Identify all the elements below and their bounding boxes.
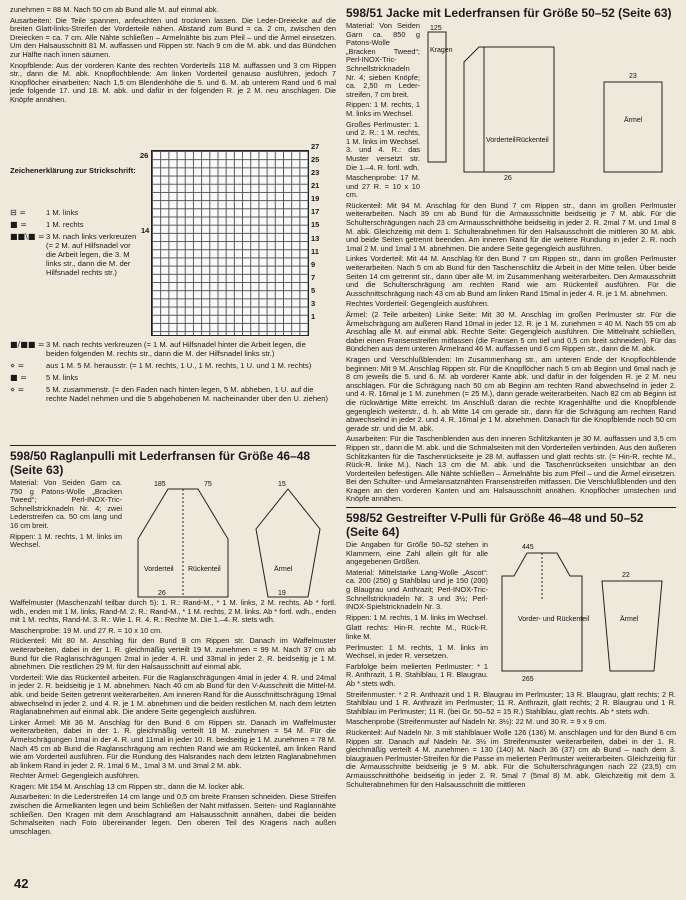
legend-symbol: ■ = bbox=[10, 220, 27, 229]
intro-p1: zunehmen = 88 M. Nach 50 cm ab Bund alle M. auf einmal abk. bbox=[10, 5, 219, 14]
body-paragraph: Material: Von Seiden Garn ca. 850 g Patons-Wolle „Bracken Tweed“; Perl-INOX-Tric-Schnellstricknadeln Nr. 4; sieben Knöpfe; ca. 2,50 m Leder-streifen, 7 cm breit. bbox=[346, 21, 420, 99]
dim: 23 bbox=[629, 73, 637, 80]
front-label: Vorderteil bbox=[486, 137, 516, 144]
jacket-pattern-diagram bbox=[424, 22, 674, 182]
intro-p2: Ausarbeiten: Die Teile spannen, anfeuchten und trocknen lassen. Die Leder-Dreiecke auf die breiten Glatt-links-Streifen der Vorderteile nähen. Abstand zum Bund = ca. 2 cm, zwischen den Dreiecken = ca. 7 cm. Alle Nähte schließen – Armelnähte bis zum Pfeil – und die Ärmel einsetzen. Um den Halsausschnitt 81 M. auffassen und Rippen str. Nach 9 cm die M. abk. und das Bündchen zur Hälfte nach innen säumen. bbox=[10, 15, 336, 59]
chart-row-left-label: 14 bbox=[141, 226, 150, 235]
body-paragraph: Linker Ärmel: Mit 36 M. Anschlag für den Bund 6 cm Rippen str. Danach im Waffelmuster weiterarbeiten, dabei in der 1. R. gleichmäßig verteilt 18 M. zunehmen = 54 M. Für die Ärmelschrägungen 1mal in der 4. R. und 11mal in jeder 10. R. beidseitig je 1 M. zunehmen = 78 M. Nach 45 cm ab Bund die Raglanschrägung am rechten Rand wie am Rückenteil, am linken Rand wie am Vorderteil ausführen. Für die Rundung des Halsrandes nach dem letzten Raglanabnehmen ab linkem Rand in jeder 2. R. 1mal 6 M., 1mal 3 M. und 3mal 2 M. abk. bbox=[10, 717, 336, 770]
legend-text: 1 M. links bbox=[46, 208, 79, 217]
article-title: 598/50 Raglanpulli mit Lederfransen für Größe 46–48 (Seite 63) bbox=[10, 449, 311, 477]
article-body bbox=[346, 202, 676, 504]
legend-row bbox=[10, 340, 330, 358]
body-paragraph: Die Angaben für Größe 50–52 stehen in Klammern, eine Zahl allein gilt für alle angegebenen Größen. bbox=[346, 540, 488, 567]
article-title: 598/51 Jacke mit Lederfransen für Größe 50–52 (Seite 63) bbox=[346, 6, 672, 20]
chart-row-number: 21 bbox=[311, 181, 320, 190]
body-paragraph: Maschenprobe (Streifenmuster auf Nadeln Nr. 3½): 22 M. und 30 R. = 9 x 9 cm. bbox=[346, 717, 607, 727]
legend-row bbox=[10, 220, 142, 229]
article-material-block bbox=[346, 541, 488, 691]
chart-row-number: 17 bbox=[311, 207, 320, 216]
body-paragraph: Linkes Vorderteil: Mit 44 M. Anschlag für den Bund 7 cm Rippen str., dann im großen Perlmuster weiterarbeiten. Nach 5 cm ab Bund für den Taschenschlitz die Arbeit in der Mitte teilen. Über beide Seiten 14 cm getrennt str., dann über alle M. im Zusammenhang weiterarbeiten. Den Armausschnitt und die Schulterschrägung am rechten Rand wie am Rückenteil ausführen. Für die Ausschnittschrägung nach 43 cm ab Bund am linken Rand 15mal in jeder 4. R. je 1 M. abnehmen. bbox=[346, 254, 676, 298]
body-paragraph: Vorderteil: Wie das Rückenteil arbeiten. Für die Raglanschrägungen 4mal in jeder 4. R. und 24mal in jeder 2. R. beidseitig je 1 M. abnehmen. Nach 40 cm ab Bund für den V-Ausschnitt die Mittel-M. abk. und beide Seiten getrennt weiterarbeiten. Am inneren Rand für die Ausschnittschrägung 19mal abwechselnd in jeder 2. und 4. R. je 1 M. abnehmen und die beiden restlichen M. nach dem letzten Raglanabnehmen auf einmal abk. Die andere Seite gegengleich ausführen. bbox=[10, 672, 336, 717]
right-column bbox=[346, 6, 676, 791]
back-label: Rückenteil bbox=[188, 566, 221, 573]
body-paragraph: Waffelmuster (Maschenzahl teilbar durch 5): 1. R.: Rand-M., * 1 M. links, 2 M. rechts. Ab * fortl. wdh., enden mit 1 M. links, Rand-M. 2. R.: Rand-M., * 1 M. rechts, 2 M. links. Ab * fortl. wdh., enden mit 1 M. rechts, Rand-M. 3. R.: Wie 1. R. 4. R.: Rechte M. Die 1.–4. R. stets wdh. bbox=[10, 598, 336, 625]
chart-row-number: 15 bbox=[311, 220, 320, 229]
page-number: 42 bbox=[14, 876, 29, 891]
body-paragraph: Maschenprobe: 19 M. und 27 R. = 10 x 10 cm. bbox=[10, 625, 163, 635]
legend-block-bottom bbox=[10, 340, 330, 406]
chart-row-number: 11 bbox=[311, 247, 319, 256]
sleeve-outline bbox=[602, 581, 662, 671]
legend-text: 3 M. nach links verkreuzen (= 2 M. auf Hilfsnadel vor die Arbeit legen, die 3. M links str., dann die M. der Hilfsnadel rechts str.) bbox=[46, 232, 137, 277]
legend-row bbox=[10, 232, 142, 277]
dim: 185 bbox=[154, 481, 166, 488]
body-paragraph: Maschenprobe: 17 M. und 27 R. = 10 x 10 cm. bbox=[346, 173, 420, 200]
back-outline bbox=[484, 47, 554, 172]
legend-row bbox=[10, 385, 330, 403]
legend-symbol: ■ = bbox=[10, 373, 27, 382]
dim: 75 bbox=[204, 481, 212, 488]
body-paragraph: Ausarbeiten: Für die Taschenblenden aus den inneren Schlitzkanten je 30 M. auffassen und 3,5 cm Rippen str., dann die M. abk. und die Schmalseiten mit den Vorderteilen verbinden. Aus den äußeren Schlitzkanten für die Taschenrückseite je 28 M. auffassen und glatt rechts str. (= Hin-R. rechte M., Rück-R. linke M.). Nach 13 cm die M. abk. und die Taschenrückseiten unsichtbar an den Vorderteilen befestigen. Alle Nähte schließen – Ärmelnähte bis zum Pfeil – und die Ärmel einsetzen. Bei den Schulter- und Ärmelansatznähten Fransenstreifen mitfassen. Die Verschlußblenden und den Kragen an den vorderen Kanten und am Halsausschnitt annähen. Knopflöcher umstechen und Knöpfe annähen. bbox=[346, 434, 676, 504]
dim: 15 bbox=[278, 481, 286, 488]
legend-text: aus 1 M. 5 M. herausstr. (= 1 M. rechts, 1 U., 1 M. rechts, 1 U. und 1 M. rechts) bbox=[46, 361, 312, 370]
article-598-50 bbox=[10, 442, 336, 838]
body-paragraph: Perlmuster: 1 M. rechts, 1 M. links im Wechsel, in jeder R. versetzen. bbox=[346, 642, 488, 661]
legend-symbol: ■/■■ = bbox=[10, 340, 45, 349]
body-paragraph: Rückenteil: Auf Nadeln Nr. 3 mit stahlblauer Wolle 126 (136) M. anschlagen und für den Bund 6 cm Rippen str. Danach auf Nadeln Nr. 3½ im Streifenmuster weiterarbeiten, dabei in der 1. R. gleichmäßig verteilt 4 M. zunehmen = 130 (140) M. Nach 36 (37) cm ab Bund – nach dem 3. blaugrauen Perlmuster-Streifen für die Passe im melierten Perlmuster weiterarbeiten. Gleichzeitig für die Armausschnitte beidseitig je 9 M. abk. Für die Schulterschrägungen nach 22 (23,5) cm Armausschnitthöhe beidseitig in jeder 2. R. 5mal 7 (5mal 8) M. abk. Gleichzeitig mit dem 3. Schulterabnehmen für den Halsausschnitt die mittleren bbox=[346, 727, 676, 789]
knitting-chart-grid bbox=[151, 150, 309, 336]
article-body bbox=[10, 599, 336, 836]
dim: 125 bbox=[430, 25, 442, 32]
dim: 445 bbox=[522, 544, 534, 552]
chart-row-number: 25 bbox=[311, 155, 320, 164]
collar-label: Kragen bbox=[430, 47, 453, 54]
body-paragraph: Streifenmuster: * 2 R. Anthrazit und 1 R. Blaugrau im Perlmuster; 13 R. Blaugrau, glatt rechts; 2 R. Stahlblau und 1 R. Anthrazit im Perlmuster; 11 R. Anthrazit, glatt rechts; 2 R. Blaugrau und 1 R. Stahlblau im Perlmuster; 11 R. (bei Gr. 50–52 = 15 R.) Stahlblau, glatt rechts. Ab * stets wdh. bbox=[346, 689, 676, 716]
legend-text: 1 M. rechts bbox=[46, 220, 84, 229]
legend-symbol: ⋄ = bbox=[10, 385, 25, 394]
divider bbox=[346, 507, 676, 508]
legend-symbol: ■■\■ = bbox=[10, 232, 45, 241]
front-label: Vorderteil bbox=[144, 566, 174, 573]
body-paragraph: Rippen: 1 M. rechts, 1 M. links im Wechsel. bbox=[346, 612, 488, 622]
legend-row bbox=[10, 361, 330, 370]
front-back-label: Vorder- und Rückenteil bbox=[518, 616, 590, 624]
legend-symbol: ⊟ = bbox=[10, 208, 26, 217]
dim: 26 bbox=[504, 175, 512, 182]
sleeve-outline bbox=[256, 489, 320, 597]
body-paragraph: Farbfolge beim melierten Perlmuster: * 1 R. Anthrazit, 1 R. Stahlblau, 1 R. Blaugrau. Ab * stets wdh. bbox=[346, 661, 488, 688]
body-paragraph: Glatt rechts: Hin-R. rechte M., Rück-R. linke M. bbox=[346, 623, 488, 641]
legend-text: 5 M. links bbox=[46, 373, 79, 382]
legend-row bbox=[10, 208, 142, 217]
body-paragraph: Ausarbeiten: In die Lederstreifen 14 cm lange und 0,5 cm breite Fransen schneiden. Diese Streifen zwischen die Ärmelkanten legen und beim Schließen der Naht mitfassen. Seiten- und Raglannähte schließen. Den Kragen mit dem Anschlagrand am Halsausschnitt annähen, dabei die beiden Schmalseiten nach Foto übereinander legen. Den oberen Teil des Kragens nach außen umschlagen. bbox=[10, 792, 336, 836]
chart-row-number: 19 bbox=[311, 194, 320, 203]
chart-row-number: 13 bbox=[311, 234, 320, 243]
body-paragraph: Rippen: 1 M. rechts, 1 M. links im Wechsel. bbox=[346, 100, 420, 118]
chart-row-number: 1 bbox=[311, 312, 316, 321]
sleeve-label: Ärmel bbox=[620, 616, 639, 624]
article-material-block bbox=[10, 479, 122, 552]
raglan-pattern-diagram bbox=[128, 479, 333, 599]
article-title: 598/52 Gestreifter V-Pulli für Größe 46–48 und 50–52 (Seite 64) bbox=[346, 511, 644, 540]
dim: 19 bbox=[278, 590, 286, 597]
legend-row bbox=[10, 373, 330, 382]
body-paragraph: Kragen: Mit 154 M. Anschlag 13 cm Rippen str., dann die M. locker abk. bbox=[10, 781, 245, 791]
left-column bbox=[10, 6, 336, 107]
intro-p3: Knopfblende: Aus der vorderen Kante des rechten Vorderteils 118 M. auffassen und 3 cm Rippen str., dann die M. abk. Knopflochblende: Am linken Vorderteil genauso ausführen, jedoch 7 Knopflöcher einarbeiten: Nach 1,5 cm Blendenhöhe die 5. und 6. M. ab unterem Rand und 6 mal jede folgende 17. und 18. M. abk. und dafür in der folgenden R. je 2 M. neu anschlagen. Die Knöpfe annähen. bbox=[10, 60, 336, 104]
body-paragraph: Rückenteil: Mit 80 M. Anschlag für den Bund 8 cm Rippen str. Danach im Waffelmuster weiterarbeiten, dabei in der 1. R. gleichmäßig verteilt 19 M. zunehmen = 99 M. Nach 37 cm ab Bund für die Raglanschrägungen 2mal in jeder 4. R. und 33mal in jeder 2. R. beidseitig je 1 M. abnehmen. Die restlichen 29 M. für den Halsausschnitt auf einmal abk. bbox=[10, 636, 336, 672]
legend-block-top bbox=[10, 208, 142, 280]
chart-row-number: 5 bbox=[311, 286, 316, 295]
article-body bbox=[346, 691, 676, 790]
sleeve-outline bbox=[604, 82, 662, 172]
body-paragraph: Ärmel: (2 Teile arbeiten) Linke Seite: Mit 30 M. Anschlag im großen Perlmuster str. Für die Ärmelschrägung am äußeren Rand 10mal in jeder 12. R. je 1 M. zunehmen = 40 M. Nach 55 cm ab Anschlag alle M. auf einmal abk. Rechte Seite: Gegengleich ausführen. Die Mittelnaht schließen, dabei einen Fransenstreifen mitfassen (die Fransen 5 cm tief und 0,5 cm breit schneiden). Für das Bündchen aus dem unteren Ärmelrand 46 M. auffassen und 6 cm Rippen str., dann die M. abk. bbox=[346, 310, 676, 354]
chart-row-number: 9 bbox=[311, 260, 316, 269]
back-label: Rückenteil bbox=[516, 137, 549, 144]
body-paragraph: Rippen: 1 M. rechts, 1 M. links im Wechsel. bbox=[10, 531, 122, 550]
legend-title-text: Zeichenerklärung zur Strickschrift: bbox=[10, 166, 136, 175]
body-paragraph: Rechtes Vorderteil: Gegengleich ausführen. bbox=[346, 299, 489, 309]
divider bbox=[10, 445, 336, 446]
legend-title bbox=[10, 166, 140, 175]
dim: 26 bbox=[158, 590, 166, 597]
body-paragraph: Rückenteil: Mit 94 M. Anschlag für den Bund 7 cm Rippen str., dann im großen Perlmuster weiterarbeiten. Nach 39 cm ab Bund für die Armausschnitte beidseitig je 7 M. abk. Für die Schulterschrägungen nach 23 cm Armausschnitthöhe beidseitig in jeder 2. R. 2mal 7 M. und 1mal 8 M. abk. Gleichzeitig mit dem 1. Schulterabnehmen für den Halsausschnitt die mittleren 30 M. abk. und beide Seiten getrennt beenden. Am inneren Rand für die weitere Rundung in jeder 2. R. noch 1mal 2 M. und 1mal 1 M. abnehmen. Die andere Seite gegengleich ausführen. bbox=[346, 200, 676, 253]
vpulli-pattern-diagram bbox=[492, 541, 672, 681]
front-outline bbox=[464, 47, 484, 172]
sleeve-label: Ärmel bbox=[624, 117, 643, 124]
chart-row-number: 7 bbox=[311, 273, 316, 282]
body-paragraph: Rechter Ärmel: Gegengleich ausführen. bbox=[10, 771, 140, 781]
chart-row-number: 3 bbox=[311, 299, 316, 308]
legend-text: 5 M. zusammenstr. (= den Faden nach hinten legen, 5 M. abheben, 1 U. auf die rechte Nadel nehmen und die 5 abgehobenen M. nacheinander über den U. ziehen) bbox=[46, 385, 329, 403]
chart-row-left-label: 26 bbox=[140, 151, 149, 160]
body-paragraph: Material: Mittelstarke Lang-Wolle „Ascot“: ca. 200 (250) g Stahlblau und je 150 (200) g Blaugrau und Anthrazit; Perl-INOX-Tric-Schnellstricknadeln Nr. 3 und 3½; Perl-INOX-Spielstricknadeln Nr. 3. bbox=[346, 567, 488, 612]
chart-row-number: 27 bbox=[311, 142, 320, 151]
dim: 22 bbox=[622, 572, 630, 580]
body-paragraph: Material: Von Seiden Garn ca. 750 g Patons-Wolle „Bracken Tweed“; Perl-INOX-Tric-Schnellstricknadeln Nr. 4; zwei Lederstreifen ca. 50 cm lang und 16 cm breit. bbox=[10, 478, 122, 530]
legend-text: 3 M. nach rechts verkreuzen (= 1 M. auf Hilfsnadel hinter die Arbeit legen, die beiden folgenden M. rechts str., dann die M. der Hilfsnadel links str.) bbox=[46, 340, 306, 358]
chart-row-number: 23 bbox=[311, 168, 320, 177]
body-paragraph: Großes Perlmuster: 1. und 2. R.: 1 M. rechts, 1 M. links im Wechsel. 3. und 4. R.: das Muster versetzt str. Die 1.–4. R. fortl. wdh. bbox=[346, 119, 420, 172]
legend-symbol: ⋄ = bbox=[10, 361, 25, 370]
dim: 265 bbox=[522, 676, 534, 682]
article-material-block bbox=[346, 22, 420, 202]
sleeve-label: Ärmel bbox=[274, 566, 293, 573]
body-paragraph: Kragen und Verschlußblenden: Im Zusammenhang str., am unteren Ende der Knopflochblende beginnen: Mit 9 M. Anschlag Rippen str. Für die Knopflöcher nach 5 cm ab Beginn und 6mal nach je 8 cm jeweils die 5. und 6. M. ab vorderer Kante abk. und dafür in der folgenden R. je 2 M. neu anschlagen. Für die Schrägung nach 50 cm ab Beginn am rechten Rand abwechselnd in jeder 2. und 4. R. 16mal je 1 M. zunehmen (= 25 M.), dann gerade weiterarbeiten. Nach 82 cm ab Beginn ist die rückwärtige Mitte erreicht. Im Anschluß daran die rechte Kragenhälfte und die Knopfblende gegengleich weiterstr., d. h. ab Mitte 14 cm gerade str., dann für die Schrägung am rechten Rand abwechselnd in jeder 2. und 4. R. 16mal je 1 M. abnehmen. Danach für die Knopfblende noch 50 cm gerade str. und die M. abk. bbox=[346, 354, 676, 433]
